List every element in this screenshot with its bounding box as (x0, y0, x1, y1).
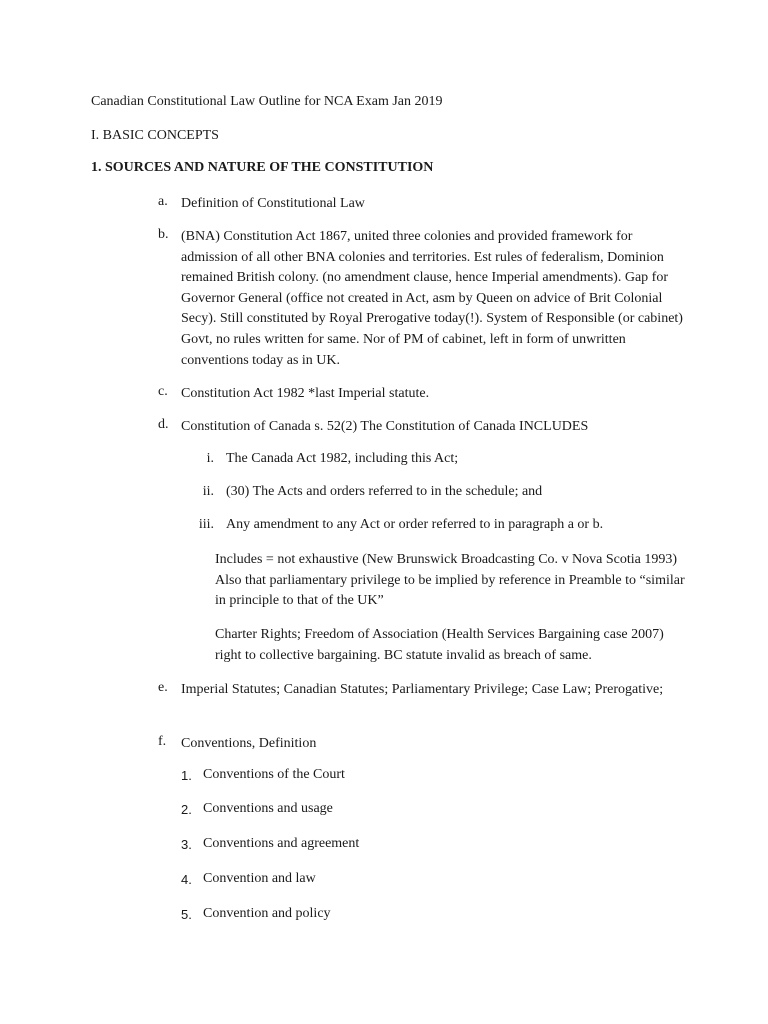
list-item-text: Imperial Statutes; Canadian Statutes; Parliamentary Privilege; Case Law; Prerogative; (181, 682, 664, 697)
list-item-text: Constitution of Canada s. 52(2) The Constitution of Canada INCLUDES (181, 419, 589, 434)
list-marker: f. (158, 734, 167, 749)
sub-list-item-text: The Canada Act 1982, including this Act; (226, 451, 459, 466)
list-marker: b. (158, 227, 169, 242)
convention-marker: 4. (181, 872, 192, 887)
list-marker: c. (158, 384, 168, 399)
note-paragraph: Includes = not exhaustive (New Brunswick Broadcasting Co. v Nova Scotia 1993) Also that parliamentary privilege to be implied by reference in Preamble to “similar in principle to that of the UK” (215, 552, 685, 608)
list-marker: d. (158, 417, 169, 432)
list-item-text: Conventions, Definition (181, 736, 317, 751)
section-heading: I. BASIC CONCEPTS (91, 128, 219, 143)
sub-list-marker: i. (206, 451, 214, 466)
convention-text: Convention and law (203, 871, 316, 886)
document-title: Canadian Constitutional Law Outline for NCA Exam Jan 2019 (91, 94, 443, 109)
sub-list-item-text: Any amendment to any Act or order referred to in paragraph a or b. (226, 517, 604, 532)
convention-text: Convention and policy (203, 906, 331, 921)
convention-text: Conventions of the Court (203, 767, 345, 782)
sub-list-item-text: (30) The Acts and orders referred to in the schedule; and (226, 484, 543, 499)
convention-marker: 2. (181, 802, 192, 817)
convention-marker: 3. (181, 837, 192, 852)
subsection-heading: 1. SOURCES AND NATURE OF THE CONSTITUTION (91, 160, 434, 175)
list-item-text: (BNA) Constitution Act 1867, united three colonies and provided framework for admission of all other BNA colonies and territories. Est rules of federalism, Dominion remained British colony. (no amendment clause, hence Imperial amendments). Gap for Governor General (office not created in Act, asm by Queen on advice of Brit Colonial Secy). Still constituted by Royal Prerogative today(!). System of Responsible (or cabinet) Govt, no rules written for same. Nor of PM of cabinet, left in form of unwritten conventions today as in UK. (181, 229, 683, 368)
convention-marker: 5. (181, 907, 192, 922)
list-marker: e. (158, 680, 168, 695)
sub-list-marker: ii. (202, 484, 214, 499)
note-paragraph: Charter Rights; Freedom of Association (Health Services Bargaining case 2007) right to collective bargaining. BC statute invalid as breach of same. (215, 627, 664, 663)
convention-marker: 1. (181, 768, 192, 783)
sub-list-marker: iii. (198, 517, 214, 532)
convention-text: Conventions and usage (203, 801, 333, 816)
list-item-text: Constitution Act 1982 *last Imperial statute. (181, 386, 430, 401)
list-marker: a. (158, 194, 168, 209)
list-item-text: Definition of Constitutional Law (181, 196, 365, 211)
convention-text: Conventions and agreement (203, 836, 360, 851)
